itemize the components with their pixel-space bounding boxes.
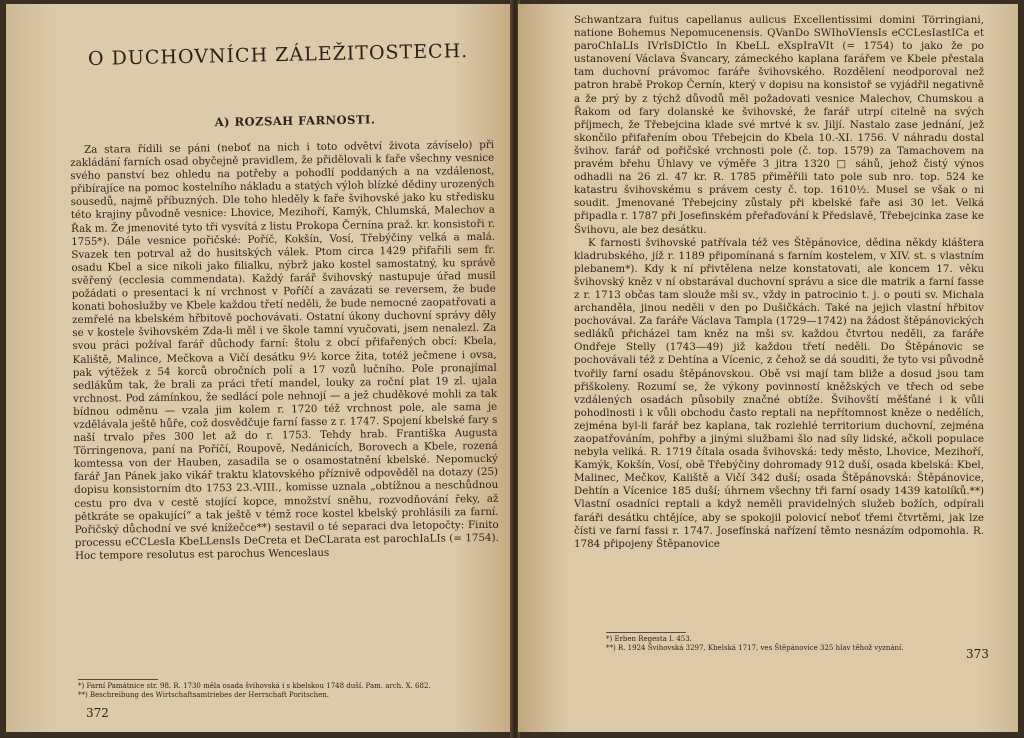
left-footnotes <box>78 679 458 699</box>
page-number: 372 <box>86 706 109 720</box>
footnote: **) Beschreibung des Wirtschaftsamtriebes der Herrschaft Poritschen. <box>78 690 329 699</box>
footnote: *) Farní Památnice str. 98. R. 1730 měla osada švihovská i s kbelskou 1748 duší. Pam. arch. X. 682. <box>78 682 431 690</box>
page-number: 373 <box>966 647 989 661</box>
right-page <box>518 4 1018 732</box>
right-body-paragraph: Schwantzara fuitus capellanus aulicus Excellentissimi domini Törringiani, natione Bohemus Nepomucenensis. QVanDo SWIhoVIensIs eCCLesIastICa et paroChIaLIs IVrIsDICtIo In KbeLL eXspIraVIt (= 1754) to jako že po ustanovení Václava Švancary, zámeckého kaplana farářem ve Kbele přestala tam duchovní právomoc faráře švihovského. Rozdělení neodporoval než patron hrabě Prokop Černín, který v dopisu na konsistoř se vyjádřil negativně a že prý by z týchž důvodů měl požadovati vesnice Malechov, Chumskou a Řakom od fary dolanské ke švihovské, že farář utrpí citelně na svých příjmech, že Třebejcina klade své mrtvé k sv. Jiljí. Nastalo zase jednání, jež skončilo přifařením obou Třebejcin do Kbela 10.-XI. 1756. V náhradu dostal švihov. farář od pořičské vrchnosti pole (č. top. 1579) za Tamachovem na pravém břehu Úhlavy ve výměře 3 jitra 1320 □ sáhů, jehož čistý výnos odhadli na 26 zl. 47 kr. R. 1785 přiměřili tato pole sub nro. top. 524 ke katastru švihovskému s právem cesty č. top. 1610½. Musel se však o ni soudit. Jmenované Třebejciny zůstaly při kbelské faře asi 30 let. Velká připadla r. 1787 při Josefinském přeřaďování k Předslavě, Třebejcinka zase ke Švihovu, ale bez desátku. <box>574 14 984 236</box>
right-body-paragraph: K farnosti švihovské patřívala též ves Štěpánovice, dědina někdy kláštera kladrubského, jíž r. 1189 připomínaná s farním kostelem, v XIV. st. s vlastním plebanem*). Kdy k ní přivtělena nelze konstatovati, ale koncem 17. věku švihovský kněz v ní obstarával duchovní správu a sice dle matrik a farní fasse z r. 1713 občas tam slouže mši sv., vždy in patrocinio t. j. o pouti sv. Michala archanděla, jinou neděli v den po Dušičkách. Také na jejich vlastní hřbitov pochovával. Za faráře Václava Tampla (1729—1742) na žádost štěpánovických sedláků přicházel tam kněz na mši sv. každou čtvrtou neděli, za faráře Ondřeje Stelly (1743—49) již každou třetí neděli. Do Štěpánovic se pochovávali též z Dehtína a Vícenic, z čehož se dá souditi, že tyto vsi původně tvořily farní osadu štěpánovskou. Obě vsi mají tam bliže a dosud jsou tam přiškoleny. Rozumí se, že výkony povinností kněžských ve třech od sebe vzdálených osadách působily značné obtíže. Švihovští měšťané i k vůli pohodlnosti i k vůli obchodu často reptali na nepřítomnost kněze o nedělích, zejména byl-li farář bez kaplana, tak rozlehlé territorium duchovní, zejména zaopatřováním, pohřby a jinými službami šlo nad síly lidské, ačkoli populace nebyla veliká. R. 1719 čítala osada švihovská: tedy město, Lhovice, Mezihoří, Kamýk, Kokšín, Vosí, obě Třebýčiny dohromady 912 duší, osada kbelská: Kbel, Malinec, Mečkov, Kaliště a Vičí 342 duší; osada Štěpánovská: Štěpánovice, Dehtín a Vícenice 185 duší; úhrnem všechny tři farní osady 1439 katolíků.**) Vlastní osadníci reptali a když neměli pravidelných služeb božích, odpírali faráři desátku chtějíce, aby se spokojil polovicí neboť třemi čtvrtěmi, jak lze čísti ve farní fassi r. 1747. Josefínská nařízení těmto nesnázím odpomohla. R. 1784 připojeny Štěpanovice <box>574 236 984 550</box>
footnote-rule <box>78 679 158 680</box>
left-page <box>6 4 512 732</box>
left-body-paragraph: Za stara řídili se páni (neboť na nich i toto odvětví života závíselo) při zakládání farních osad obyčejně pravidlem, že přidělovali k faře všechny vesnice svého panství bez ohledu na potřeby a pohodlí poddaných a na vzdálenost, přibírajíce na pomoc kostelního nákladu a statých výloh blízké dědiny urozených sousedů, najmě příbuzných. Dle toho hleděly k faře švihovské jako ku středisku této krajiny původně vesnice: Lhovice, Mezihoří, Kamýk, Chlumská, Malechov a Řak m. Že jmenovité tyto tři vysvítá z listu Prokopa Černína praž. kr. konsistoři r. 1755*). Dále vesnice pořičské: Poříč, Kokšín, Vosí, Třebýčiny velká a malá. Svazek ten potrval až do husitských válek. Ptom circa 1429 přifařili sem fr. osadu Kbel a sice nikoli jako filialku, nýbrž jako kostel samostatný, ku správě svěřený (ecclesia commendata). Každý farář švihovský nastupuje úřad musil požádati o presentaci k ní vrchnost v Poříčí a zavázati se reversem, že bude konati bohoslužby ve Kbele každou třetí neděli, že bude nemocné zaopatřovati a zemřelé na kbelském hřbitově pochovávati. Ostatní úkony duchovní správy děly se v kostele švihovském Zda-li měl i ve škole tamní vyučovati, jsem nenalezl. Za svou práci požíval farář důchody farní: štolu z obcí přifařených obcí: Kbela, Kaliště, Malince, Mečkova a Vičí desátku 9½ korce žita, totéž ječmene i ovsa, pak výtěžek z 54 korců obročních polí a 17 vozů lučního. Pole pronajímal sedlákům tak, že brali za práci třetí mandel, louky za roční plat 19 zl. ujala vrchnost. Pod zámínkou, že sedlácí pole nehnojí — a jež chuděkové mohli za tak bídnou odměnu — vzala jim kolem r. 1720 též vrchnost pole, ale sama je vzdělávala ještě hůře, což dosvědčuje farní fasse z r. 1747. Spojení kbelské fary s naší trvalo přes 300 let až do r. 1753. Tehdy hrab. Františka Augusta Törringenova, paní na Poříčí, Roupově, Nedánicích, Borovech a Kbele, rozená komtessa von der Hauben, zasadila se o osamostatnění kbelské. Nepomucký farář Jan Pánek jako vikář traktu klatovského příznivě odpověděl na dotazy (25) dopisu konsistorním dto 1753 23.-VIII., komisse uznala „obtížnou a neschůdnou cestu pro dva v cestě stojící kopce, množství sněhu, rozvodňování řeky, až pětkráte se opakující“ a tak ještě v témž roce kostel kbelský prohlásili za farní. Pořičský důchodní ve své knížečce**) sestavil o té separaci dva letopočty: Finito processu eCCLesIa KbeLLensIs DeCreta et DeCLarata est parochIaLIs (= 1754). Hoc tempore resolutus est parochus Wenceslaus <box>70 138 499 562</box>
section-title: A) ROZSAH FARNOSTI. <box>214 112 376 130</box>
footnote: **) R. 1924 Švihovská 3297, Kbelská 1717, ves Štěpánovice 325 hlav těhož vyznání. <box>606 643 904 652</box>
right-footnotes <box>606 632 966 652</box>
footnote-rule <box>606 632 686 633</box>
footnote: *) Erben Regesta I. 453. <box>606 635 692 643</box>
chapter-title: O DUCHOVNÍCH ZÁLEŽITOSTECH. <box>87 40 469 70</box>
